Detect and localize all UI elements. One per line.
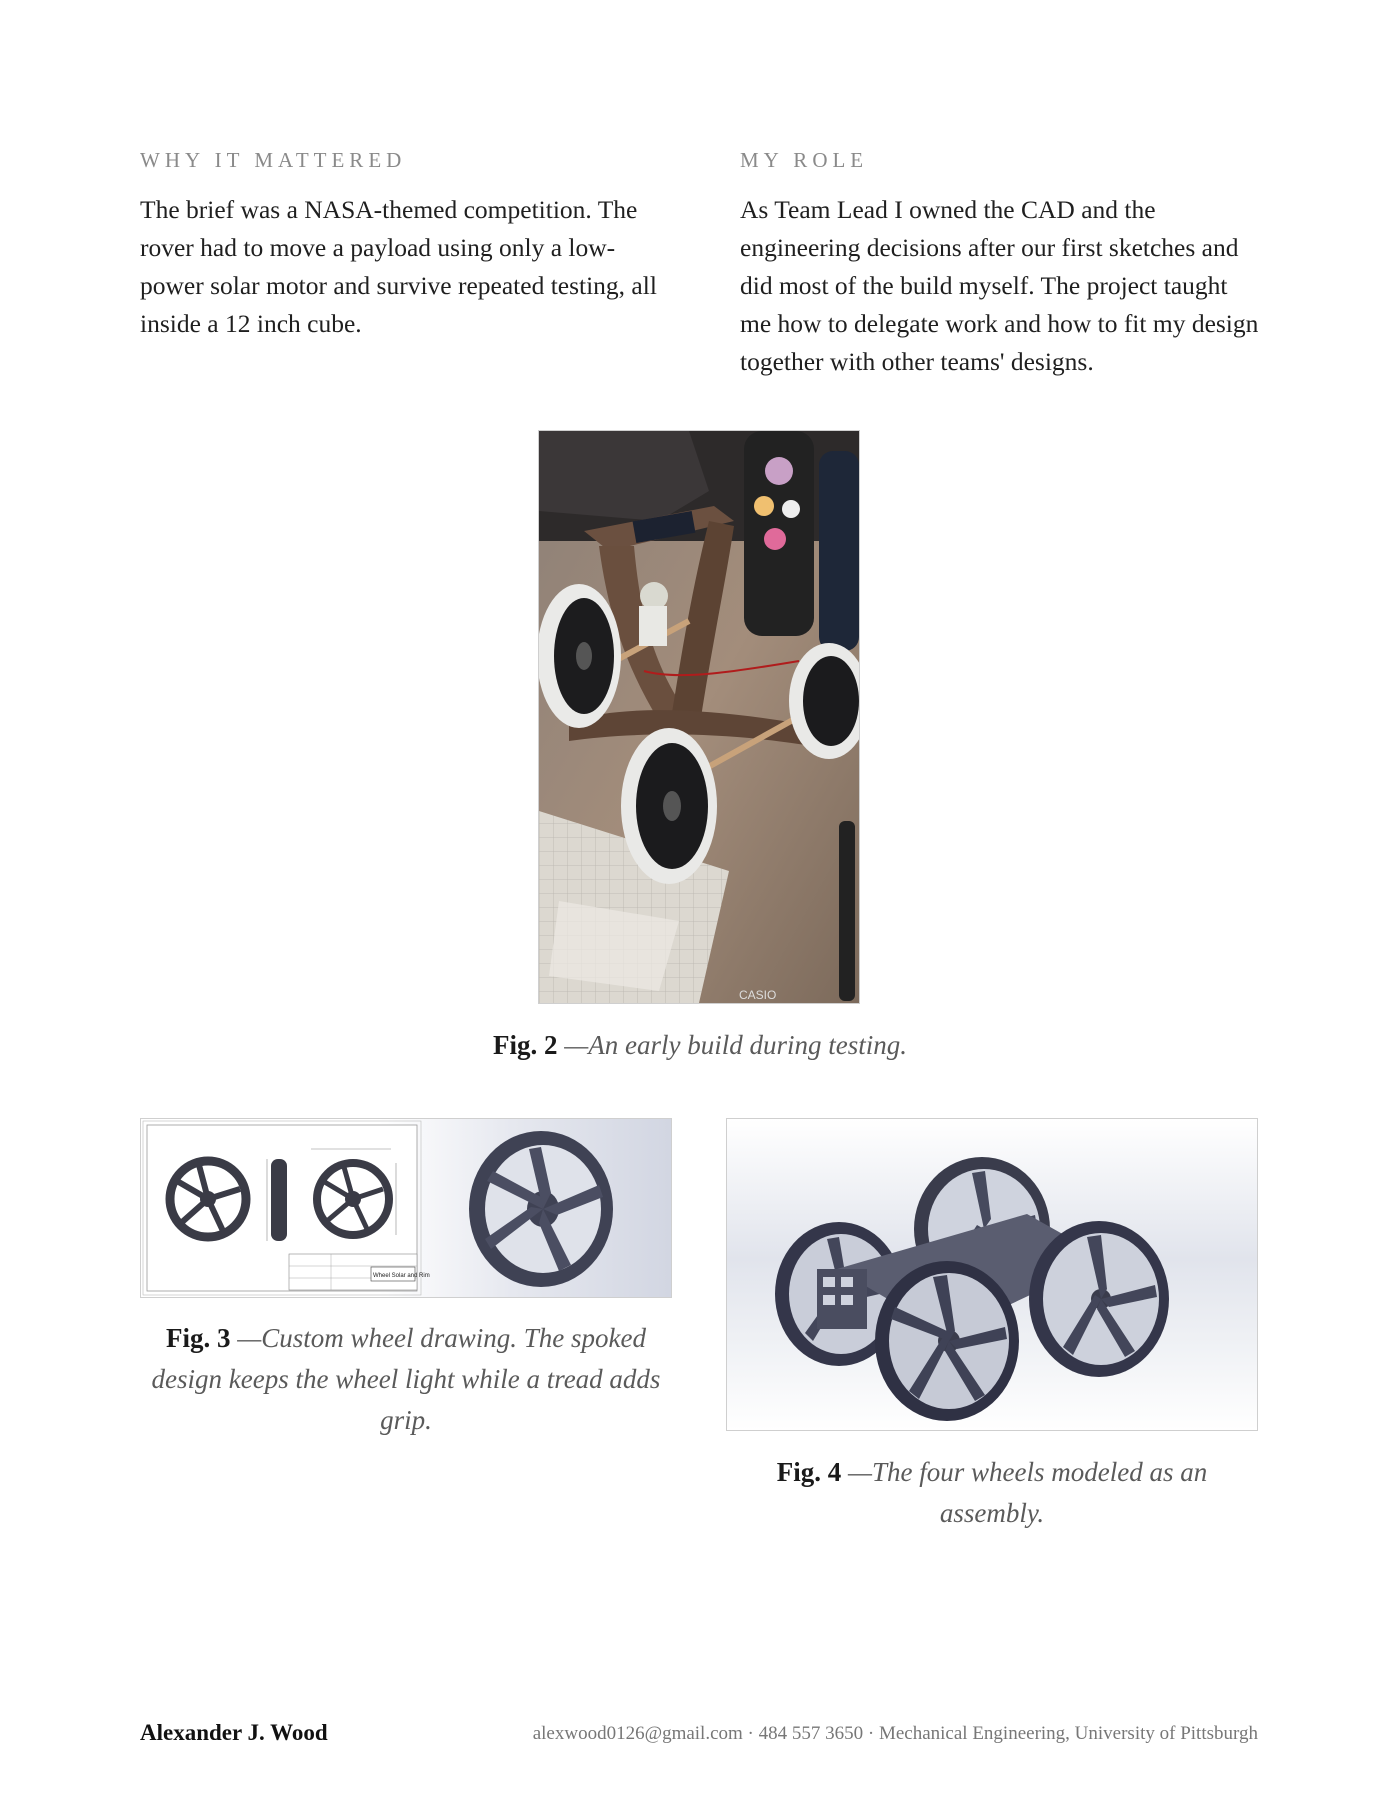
wheel-assembly-image xyxy=(726,1118,1258,1431)
my-role-section xyxy=(740,148,1260,381)
footer-author-name: Alexander J. Wood xyxy=(140,1720,328,1745)
why-text: The brief was a NASA-themed competition. The rover had to move a payload using only a low-power solar motor and survive repeated testing, all inside a 12 inch cube. xyxy=(140,195,657,338)
footer-contact-info: alexwood0126@gmail.com · 484 557 3650 · Mechanical Engineering, University of Pittsburgh xyxy=(532,1723,1258,1744)
figure-4-number: Fig. 4 xyxy=(776,1457,842,1487)
wheel-icon xyxy=(539,584,621,728)
svg-text:Wheel Solar and Rim: Wheel Solar and Rim xyxy=(373,1273,430,1279)
wheel-drawing-image xyxy=(140,1118,672,1298)
wheel-3d-render-icon xyxy=(469,1131,613,1287)
role-heading: MY ROLE xyxy=(740,148,869,172)
figure-3-text: —Custom wheel drawing. The spoked design keeps the wheel light while a tread adds grip. xyxy=(151,1323,661,1435)
figure-3-number: Fig. 3 xyxy=(166,1323,231,1353)
why-heading: WHY IT MATTERED xyxy=(140,148,407,172)
rover-photo xyxy=(538,430,860,1004)
figure-4-text: —The four wheels modeled as an assembly. xyxy=(841,1457,1208,1528)
role-text: As Team Lead I owned the CAD and the engineering decisions after our first sketches and did most of the build myself. The project taught me how to delegate work and how to fit my design together with other teams' designs. xyxy=(740,195,1259,376)
figure-2-caption xyxy=(340,1025,1060,1066)
figure-3-caption xyxy=(140,1318,672,1441)
figure-4-caption xyxy=(726,1452,1258,1534)
why-it-mattered-section xyxy=(140,148,660,343)
svg-text:CASIO: CASIO xyxy=(739,988,777,1002)
figure-2-text: —An early build during testing. xyxy=(557,1030,907,1060)
figure-2-number: Fig. 2 xyxy=(493,1030,558,1060)
